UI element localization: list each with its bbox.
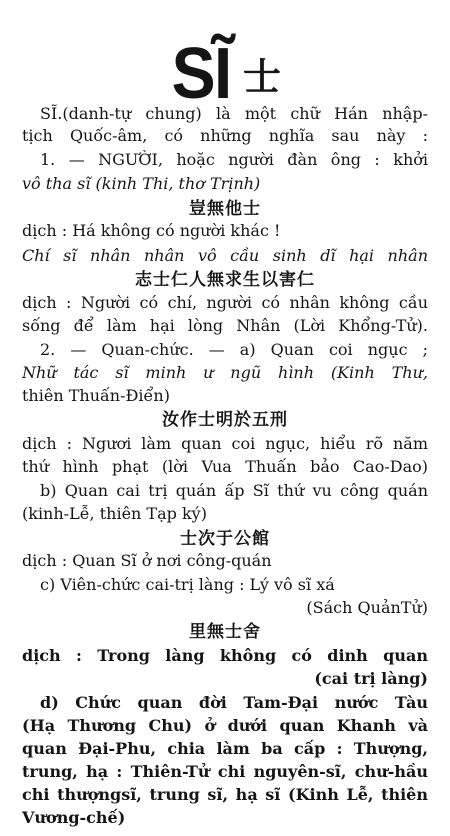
translation-line: (cai trị làng) (314, 669, 428, 688)
translation-line: sống để làm hại lòng Nhân (Lời Khổng-Tử). (22, 316, 428, 335)
translation-line: thứ hình phạt (lời Vua Thuấn bảo Cao-Dao) (22, 457, 428, 476)
translation-line: dịch : Trong làng không có dinh quan (22, 646, 428, 665)
sense-2c-line: c) Viên-chức cai-trị làng : Lý vô sĩ xá (40, 575, 335, 594)
entry-han-character: 士 (243, 55, 282, 99)
translation-line: dịch : Ngươi làm quan coi ngục, hiểu rõ năm (22, 434, 428, 453)
han-quote: 里無士舍 (189, 622, 261, 642)
entry-heading (0, 34, 450, 114)
citation-line: (kinh-Lễ, thiên Tạp ký) (22, 504, 207, 523)
citation-line: vô tha sĩ (kinh Thi, thơ Trịnh) (22, 174, 261, 193)
citation-source: (Sách QuảnTử) (306, 598, 428, 617)
sense-1-line: 1. — NGƯỜI, hoặc người đàn ông : khởi (40, 150, 428, 169)
entry-word: SĨ (171, 34, 231, 114)
han-quote: 士次于公館 (180, 529, 270, 549)
sense-2b-line: b) Quan cai trị quán ấp Sĩ thứ vu công quán (40, 481, 428, 500)
definition-line: trung, hạ : Thiên-Tử chi nguyên-sĩ, chư-hầu (22, 762, 428, 781)
han-quote: 汝作士明於五刑 (162, 410, 288, 430)
sense-2-line: 2. — Quan-chức. — a) Quan coi ngục ; (40, 340, 428, 359)
citation-line: Chí sĩ nhân nhân vô cầu sinh dĩ hại nhân (22, 246, 428, 265)
definition-line: tịch Quốc-âm, có những nghĩa sau này : (22, 126, 428, 145)
han-quote: 志士仁人無求生以害仁 (135, 270, 315, 290)
citation-line: Nhữ tác sĩ minh ư ngũ hình (Kinh Thư, (22, 363, 428, 382)
translation-line: dịch : Người có chí, người có nhân không cầu (22, 293, 428, 312)
translation-line: dịch : Há không có người khác ! (22, 221, 281, 240)
definition-line: (Hạ Thương Chu) ở dưới quan Khanh và (22, 716, 428, 735)
definition-line: chi thượngsĩ, trung sĩ, hạ sĩ (Kinh Lễ, thiên (22, 785, 428, 804)
definition-line: SĨ.(danh-tự chung) là một chữ Hán nhập- (40, 104, 428, 123)
translation-line: dịch : Quan Sĩ ở nơi công-quán (22, 551, 272, 570)
definition-line: Vương-chế) (22, 808, 126, 827)
definition-line: quan Đại-Phu, chia làm ba cấp : Thượng, (22, 739, 428, 758)
citation-line: thiên Thuấn-Điển) (22, 386, 170, 405)
han-quote: 豈無他士 (189, 199, 261, 219)
sense-2d-line: d) Chức quan đời Tam-Đại nước Tàu (40, 693, 428, 712)
